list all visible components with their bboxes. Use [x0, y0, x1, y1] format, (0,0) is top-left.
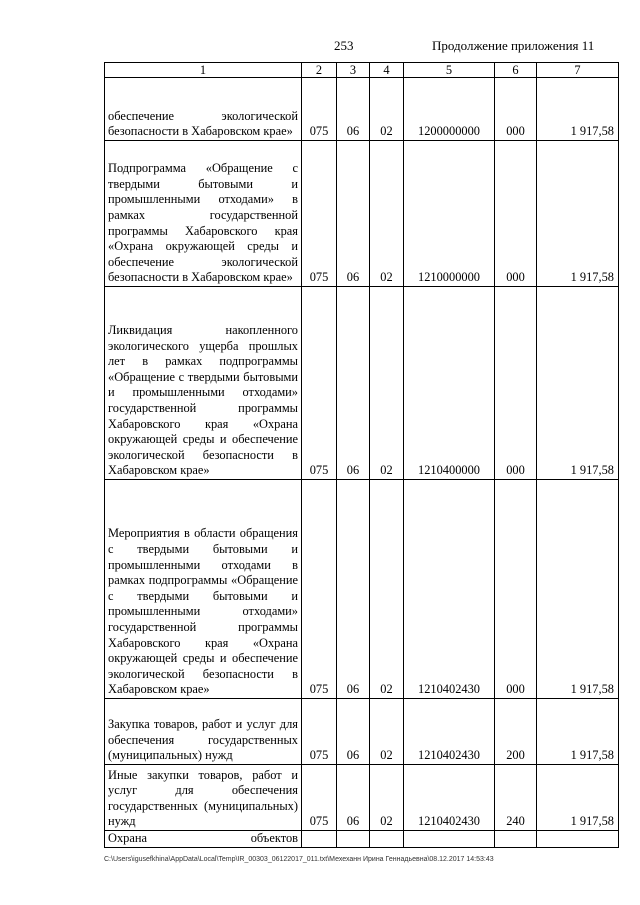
- column-header: 5: [404, 63, 495, 78]
- cell-section: 06: [337, 78, 370, 141]
- cell-admin-code: 075: [302, 141, 337, 287]
- file-path-footer: C:\Users\igusefkhina\AppData\Local\Temp\IR_00303_06122017_011.txt\Мехеханн Ирина Геннадьевна\08.12.2017 14:53:43: [104, 856, 494, 863]
- cell-admin-code: 075: [302, 78, 337, 141]
- cell-subsection: 02: [370, 699, 404, 765]
- cell-target-article: 1210400000: [404, 287, 495, 480]
- table-row: [105, 141, 619, 287]
- cell-amount: 1 917,58: [537, 141, 619, 287]
- cell-admin-code: 075: [302, 287, 337, 480]
- cell-target-article: 1210000000: [404, 141, 495, 287]
- cell-target-article: [404, 831, 495, 848]
- row-name: Иные закупки товаров, работ и услуг для обеспечения государственных (муниципальных) нужд: [105, 765, 302, 831]
- cell-target-article: 1200000000: [404, 78, 495, 141]
- cell-amount: 1 917,58: [537, 287, 619, 480]
- table-row: [105, 765, 619, 831]
- cell-amount: 1 917,58: [537, 699, 619, 765]
- cell-admin-code: 075: [302, 480, 337, 699]
- appendix-continuation: Продолжение приложения 11: [432, 38, 595, 53]
- cell-section: 06: [337, 287, 370, 480]
- cell-subsection: 02: [370, 765, 404, 831]
- cell-expense-type: 000: [495, 287, 537, 480]
- cell-expense-type: [495, 831, 537, 848]
- cell-amount: 1 917,58: [537, 78, 619, 141]
- table-row: [105, 699, 619, 765]
- table-header-row: [105, 63, 619, 78]
- row-name: Охрана объектов: [105, 831, 302, 848]
- row-name: Подпрограмма «Обращение с твердыми бытовыми и промышленными отходами» в рамках государственной программы Хабаровского края «Охрана окружающей среды и обеспечение экологической безопасности в Хабаровском крае»: [105, 141, 302, 287]
- cell-section: 06: [337, 699, 370, 765]
- cell-subsection: 02: [370, 480, 404, 699]
- cell-section: 06: [337, 765, 370, 831]
- cell-subsection: [370, 831, 404, 848]
- row-name: Мероприятия в области обращения с твердыми бытовыми и промышленными отходами в рамках подпрограммы «Обращение с твердыми бытовыми и промышленными отходами» государственной программы Хабаровского края «Охрана окружающей среды и обеспечение экологической безопасности в Хабаровском крае»: [105, 480, 302, 699]
- cell-section: 06: [337, 141, 370, 287]
- table-row: [105, 287, 619, 480]
- row-name: обеспечение экологической безопасности в Хабаровском крае»: [105, 78, 302, 141]
- cell-admin-code: [302, 831, 337, 848]
- cell-amount: 1 917,58: [537, 765, 619, 831]
- table-row: [105, 78, 619, 141]
- column-header: 4: [370, 63, 404, 78]
- cell-amount: [537, 831, 619, 848]
- cell-admin-code: 075: [302, 699, 337, 765]
- cell-expense-type: 000: [495, 480, 537, 699]
- row-name: Ликвидация накопленного экологического ущерба прошлых лет в рамках подпрограммы «Обращение с твердыми бытовыми и промышленными отходами» государственной программы Хабаровского края «Охрана окружающей среды и обеспечение экологической безопасности в Хабаровском крае»: [105, 287, 302, 480]
- column-header: 6: [495, 63, 537, 78]
- cell-subsection: 02: [370, 287, 404, 480]
- cell-expense-type: 240: [495, 765, 537, 831]
- table-row: [105, 831, 619, 848]
- cell-target-article: 1210402430: [404, 699, 495, 765]
- column-header: 1: [105, 63, 302, 78]
- cell-section: 06: [337, 480, 370, 699]
- cell-target-article: 1210402430: [404, 480, 495, 699]
- page-number: 253: [334, 38, 354, 53]
- table-row: [105, 480, 619, 699]
- column-header: 2: [302, 63, 337, 78]
- cell-expense-type: 000: [495, 78, 537, 141]
- cell-subsection: 02: [370, 141, 404, 287]
- cell-section: [337, 831, 370, 848]
- cell-admin-code: 075: [302, 765, 337, 831]
- column-header: 3: [337, 63, 370, 78]
- cell-amount: 1 917,58: [537, 480, 619, 699]
- column-header: 7: [537, 63, 619, 78]
- row-name: Закупка товаров, работ и услуг для обеспечения государственных (муниципальных) нужд: [105, 699, 302, 765]
- cell-expense-type: 200: [495, 699, 537, 765]
- cell-target-article: 1210402430: [404, 765, 495, 831]
- cell-subsection: 02: [370, 78, 404, 141]
- budget-table: [104, 62, 619, 848]
- cell-expense-type: 000: [495, 141, 537, 287]
